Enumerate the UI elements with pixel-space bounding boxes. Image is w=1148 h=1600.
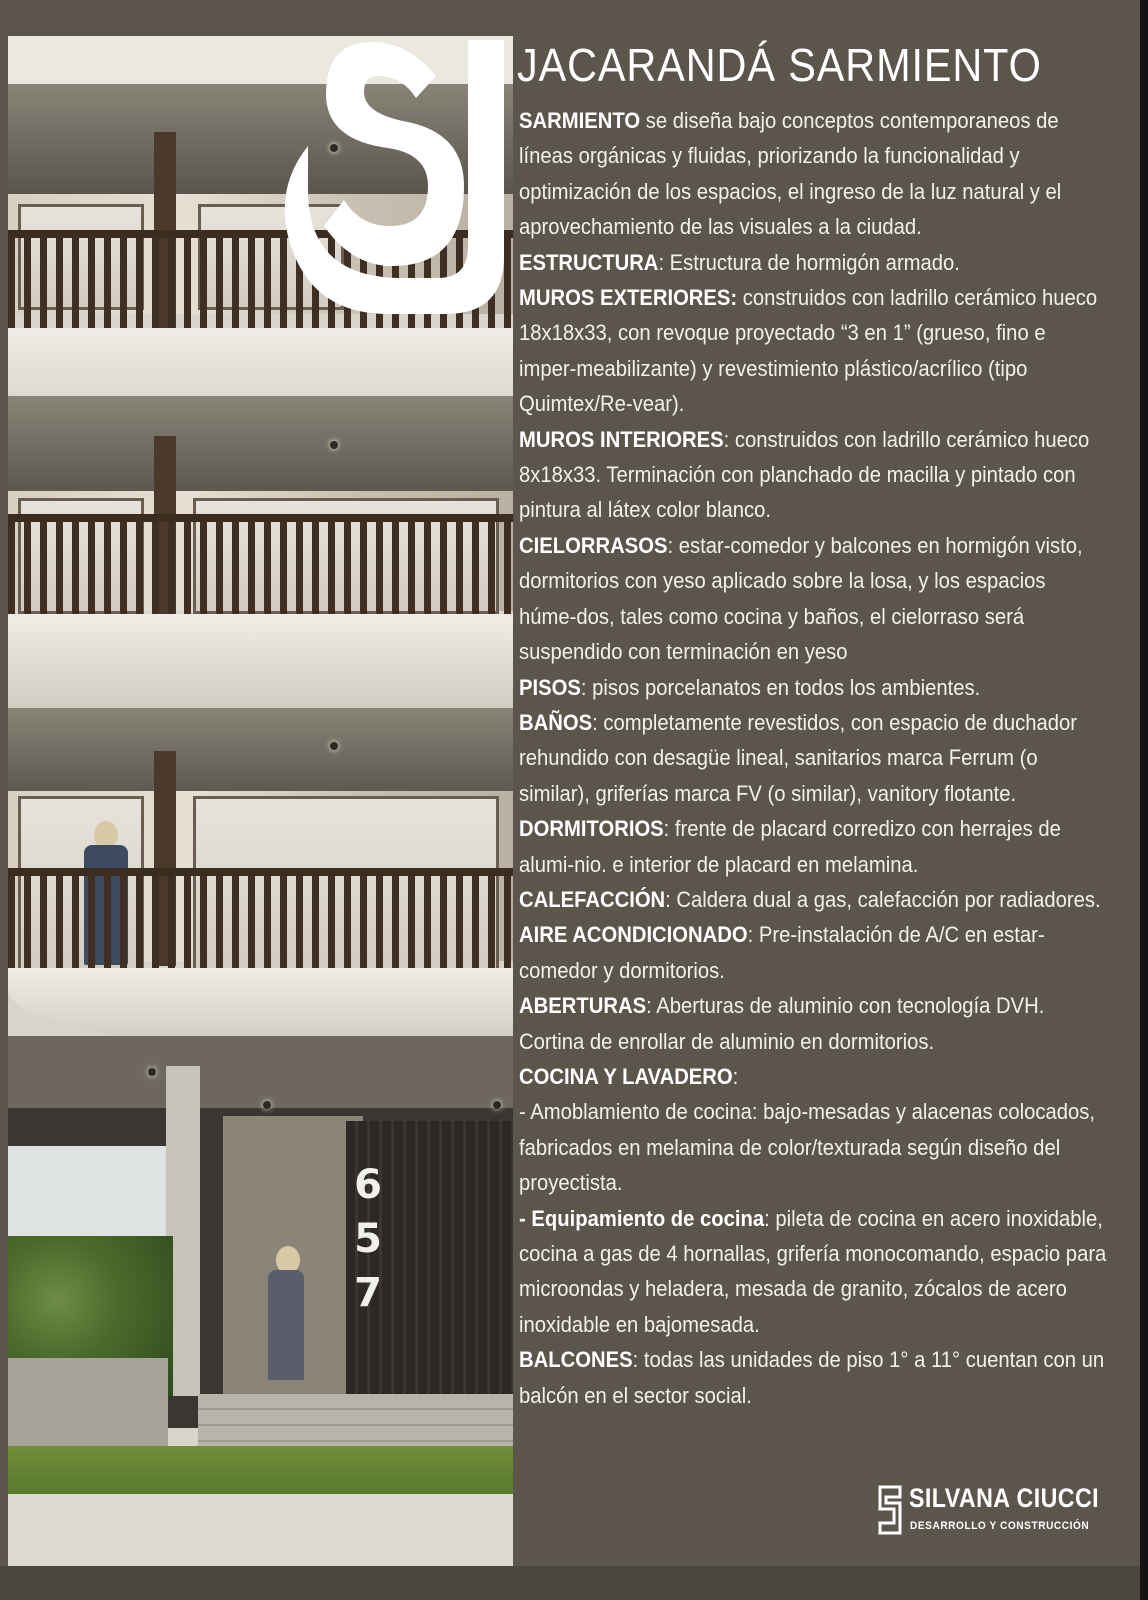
house-number-digit: 6 (354, 1162, 382, 1208)
balcony-slab (8, 614, 513, 714)
ceiling-lamp (330, 742, 338, 750)
spec-label: MUROS EXTERIORES: (519, 285, 738, 311)
house-number-digit: 7 (354, 1270, 382, 1316)
spec-label: SARMIENTO (519, 108, 641, 133)
spec-text: : pisos porcelanatos en todos los ambientes. (580, 674, 981, 700)
ceiling-lamp (148, 1068, 156, 1076)
spec-item (519, 103, 1108, 245)
spec-label: PISOS (519, 674, 581, 700)
sj-monogram-logo (268, 36, 518, 326)
spec-text: : Pre-instalación de A/C en estar-comedor y dormitorios. (519, 922, 1045, 983)
spec-item (519, 988, 1108, 1059)
spec-item (519, 1201, 1108, 1343)
spec-item (519, 1059, 1108, 1094)
page-edge (1140, 0, 1148, 1600)
spec-item (519, 670, 1108, 705)
lawn (8, 1446, 513, 1494)
balcony-ceiling (8, 396, 513, 496)
ceiling-lamp (263, 1101, 271, 1109)
spec-item (519, 882, 1108, 917)
spec-text: : pileta de cocina en acero inoxidable, cocina a gas de 4 hornallas, grifería monocomando, espacio para microondas y heladera, mesada de granito, zócalos de acero inoxidable en bajomesada. (519, 1205, 1107, 1337)
spec-label: BAÑOS (519, 709, 593, 735)
house-number (348, 1161, 388, 1317)
brand-tagline: DESARROLLO Y CONSTRUCCIÓN (910, 1520, 1090, 1532)
page-title: JACARANDÁ SARMIENTO (517, 39, 1042, 91)
developer-brand (876, 1483, 1100, 1543)
spec-label: CALEFACCIÓN (519, 886, 666, 912)
spec-text: : construidos con ladrillo cerámico hueco 8x18x33. Terminación con planchado de macilla y pintado con pintura al látex color blanco. (519, 426, 1090, 523)
house-number-digit: 5 (354, 1216, 382, 1262)
spec-item (519, 811, 1108, 882)
brand-name: SILVANA CIUCCI (909, 1483, 1100, 1513)
spec-text: : (732, 1063, 739, 1089)
spec-label: COCINA Y LAVADERO (519, 1063, 733, 1089)
spec-text: se diseña bajo conceptos contemporaneos de líneas orgánicas y fluidas, priorizando la funcionalidad y optimización de los espacios, el ingreso de la luz natural y el aprovechamiento de las visuales a la ciudad. (519, 108, 1062, 240)
spec-label: ESTRUCTURA (519, 249, 659, 275)
spec-item (519, 917, 1108, 988)
spec-item (519, 280, 1108, 422)
bottom-border (0, 1566, 1140, 1600)
ceiling-lamp (330, 441, 338, 449)
sidewalk (8, 1494, 513, 1566)
spec-text: : completamente revestidos, con espacio de duchador rehundido con desagüe lineal, sanitarios marca Ferrum (o similar), griferías marca FV (o similar), vanitory flotante. (519, 709, 1078, 806)
spec-item (519, 1094, 1108, 1200)
spec-text: : Caldera dual a gas, calefacción por radiadores. (665, 886, 1101, 912)
specifications-list (519, 103, 1108, 1413)
spec-text: - Amoblamiento de cocina: bajo-mesadas y alacenas colocados, fabricados en melamina de color/texturada según diseño del proyectista. (519, 1099, 1096, 1196)
spec-text: construidos con ladrillo cerámico hueco 18x18x33, con revoque proyectado “3 en 1” (grueso, fino e imper-meabilizante) y revestimiento plástico/acrílico (tipo Quimtex/Re-vear). (519, 285, 1098, 417)
spec-item (519, 245, 1108, 280)
top-border (0, 0, 1140, 36)
entrance-steps (198, 1394, 513, 1454)
spec-label: AIRE ACONDICIONADO (519, 922, 748, 948)
spec-text: : frente de placard corredizo con herrajes de alumi-nio. e interior de placard en melamina. (519, 816, 1061, 877)
spec-text: : Estructura de hormigón armado. (658, 249, 960, 275)
spec-label: DORMITORIOS (519, 816, 664, 842)
spec-label: - Equipamiento de cocina (519, 1205, 765, 1231)
spec-text: : Aberturas de aluminio con tecnología DVH. Cortina de enrollar de aluminio en dormitorios. (519, 993, 1045, 1054)
silvana-ciucci-logo-icon (876, 1485, 904, 1535)
planter (8, 1358, 168, 1453)
spec-item (519, 422, 1108, 528)
spec-item (519, 705, 1108, 811)
lobby-ceiling (8, 1036, 513, 1108)
ceiling-lamp (493, 1101, 501, 1109)
balcony-ceiling (8, 708, 513, 798)
spec-item (519, 1342, 1108, 1413)
spec-text: : todas las unidades de piso 1° a 11° cuentan con un balcón en el sector social. (519, 1347, 1105, 1408)
spec-label: CIELORRASOS (519, 532, 668, 558)
spec-label: BALCONES (519, 1347, 633, 1373)
balcony-railing (8, 868, 513, 976)
balcony-railing (8, 514, 513, 622)
spec-item (519, 528, 1108, 670)
spec-text: : estar-comedor y balcones en hormigón visto, dormitorios con yeso aplicado sobre la losa, y los espacios húme-dos, tales como cocina y baños, el cielorraso será suspendido con terminación en yeso (519, 532, 1083, 665)
spec-label: ABERTURAS (519, 993, 647, 1019)
spec-label: MUROS INTERIORES (519, 426, 724, 452)
